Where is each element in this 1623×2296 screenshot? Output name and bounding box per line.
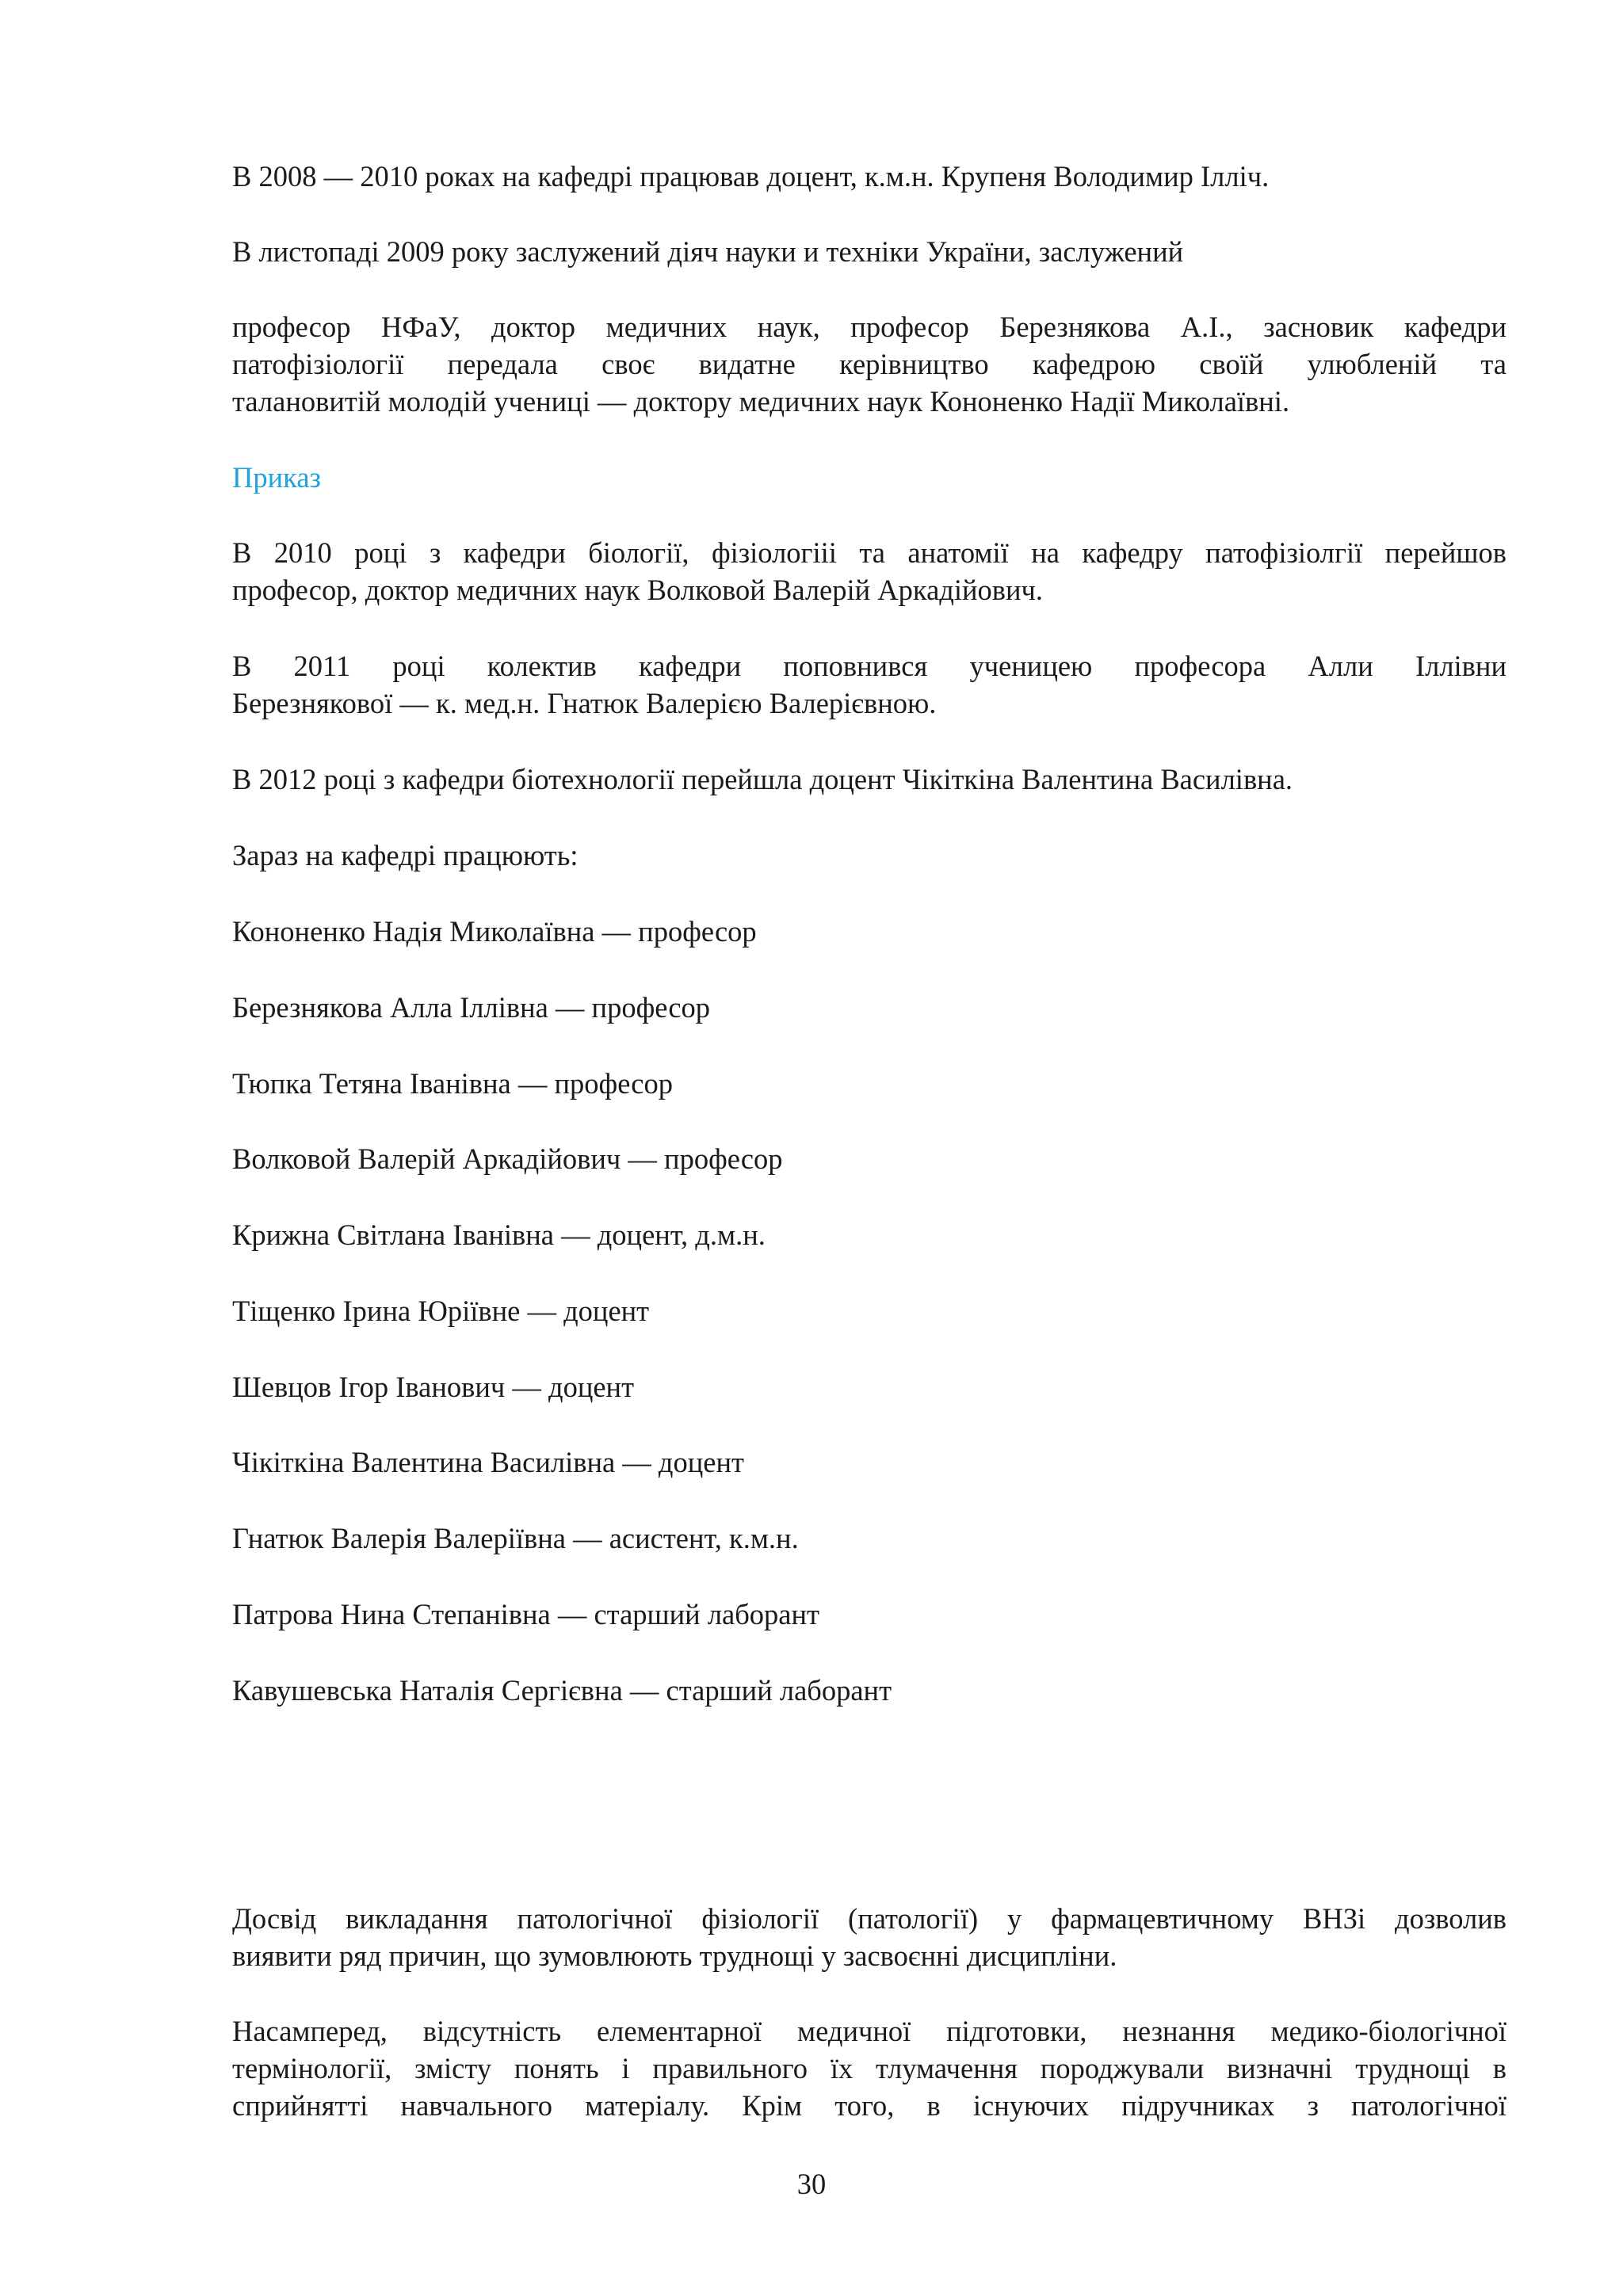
paragraph-2011 — [232, 647, 1507, 722]
staff-entry: Крижна Світлана Іванівна — доцент, д.м.н. — [232, 1219, 766, 1251]
order-link[interactable]: Приказ — [232, 461, 321, 494]
text-line: термінології, змісту понять і правильного їх тлумачення породжували визначні труднощі в — [232, 2052, 1507, 2084]
staff-entry: Кононенко Надія Миколаївна — професор — [232, 915, 757, 948]
staff-item — [232, 1368, 1507, 1405]
paragraph-difficulties — [232, 2012, 1507, 2124]
page-number: 30 — [796, 2168, 827, 2200]
text-line: талановитій молодій учениці — доктору медичних наук Кононенко Надії Миколаївні. — [232, 385, 1290, 418]
paragraph-november-2009 — [232, 233, 1507, 270]
staff-item — [232, 1216, 1507, 1253]
text-line: сприйнятті навчального матеріалу. Крім того, в існуючих підручниках з патологічної — [232, 2089, 1507, 2122]
text-line: Зараз на кафедрі працюють: — [232, 839, 579, 871]
text-line: виявити ряд причин, що зумовлюють труднощі у засвоєнні дисципліни. — [232, 1939, 1117, 1972]
text-line: В листопаді 2009 року заслужений діяч науки и техніки України, заслужений — [232, 235, 1184, 268]
paragraph-bereznyakova-leadership — [232, 308, 1507, 420]
staff-entry: Тіщенко Ірина Юріївне — доцент — [232, 1295, 650, 1327]
staff-entry: Патрова Нина Степанівна — старший лаборант — [232, 1598, 819, 1630]
staff-entry: Волковой Валерій Аркадійович — професор — [232, 1142, 783, 1175]
text-line: В 2012 році з кафедри біотехнології перейшла доцент Чікіткіна Валентина Василівна. — [232, 763, 1293, 795]
staff-item — [232, 1444, 1507, 1481]
order-link-paragraph — [232, 459, 1507, 496]
staff-item — [232, 1596, 1507, 1633]
staff-intro — [232, 837, 1507, 874]
paragraph-2012 — [232, 761, 1507, 798]
staff-item — [232, 913, 1507, 950]
text-line: Насамперед, відсутність елементарної медичної підготовки, незнання медико-біологічної — [232, 2015, 1507, 2047]
staff-item — [232, 1140, 1507, 1177]
text-line: професор НФаУ, доктор медичних наук, професор Березнякова А.І., засновик кафедри — [232, 311, 1507, 343]
staff-entry: Гнатюк Валерія Валеріївна — асистент, к.м.н. — [232, 1522, 799, 1554]
text-line: В 2010 році з кафедри біології, фізіологііі та анатомії на кафедру патофізіолгії перейшов — [232, 536, 1507, 569]
text-line: В 2011 році колектив кафедри поповнився ученицею професора Алли Іллівни — [232, 650, 1507, 682]
text-line: патофізіології передала своє видатне керівництво кафедрою своїй улюбленій та — [232, 348, 1507, 380]
staff-item — [232, 989, 1507, 1026]
text-line: Березнякової — к. мед.н. Гнатюк Валерією Валерієвною. — [232, 687, 937, 719]
staff-entry: Чікіткіна Валентина Василівна — доцент — [232, 1446, 744, 1478]
staff-item — [232, 1292, 1507, 1329]
text-line: Досвід викладання патологічної фізіології (патології) у фармацевтичному ВНЗі дозволив — [232, 1902, 1507, 1935]
staff-entry: Тюпка Тетяна Іванівна — професор — [232, 1067, 674, 1100]
text-line: професор, доктор медичних наук Волковой Валерій Аркадійович. — [232, 574, 1044, 606]
staff-item — [232, 1672, 1507, 1709]
staff-item — [232, 1520, 1507, 1557]
paragraph-2010 — [232, 534, 1507, 608]
staff-entry: Березнякова Алла Іллівна — професор — [232, 991, 711, 1024]
staff-entry: Кавушевська Наталія Сергієвна — старший лаборант — [232, 1674, 892, 1707]
staff-item — [232, 1065, 1507, 1102]
staff-entry: Шевцов Ігор Іванович — доцент — [232, 1371, 635, 1403]
text-line: В 2008 — 2010 роках на кафедрі працював доцент, к.м.н. Крупеня Володимир Ілліч. — [232, 160, 1270, 193]
paragraph-krupenia — [232, 158, 1507, 195]
paragraph-teaching-experience — [232, 1900, 1507, 1974]
